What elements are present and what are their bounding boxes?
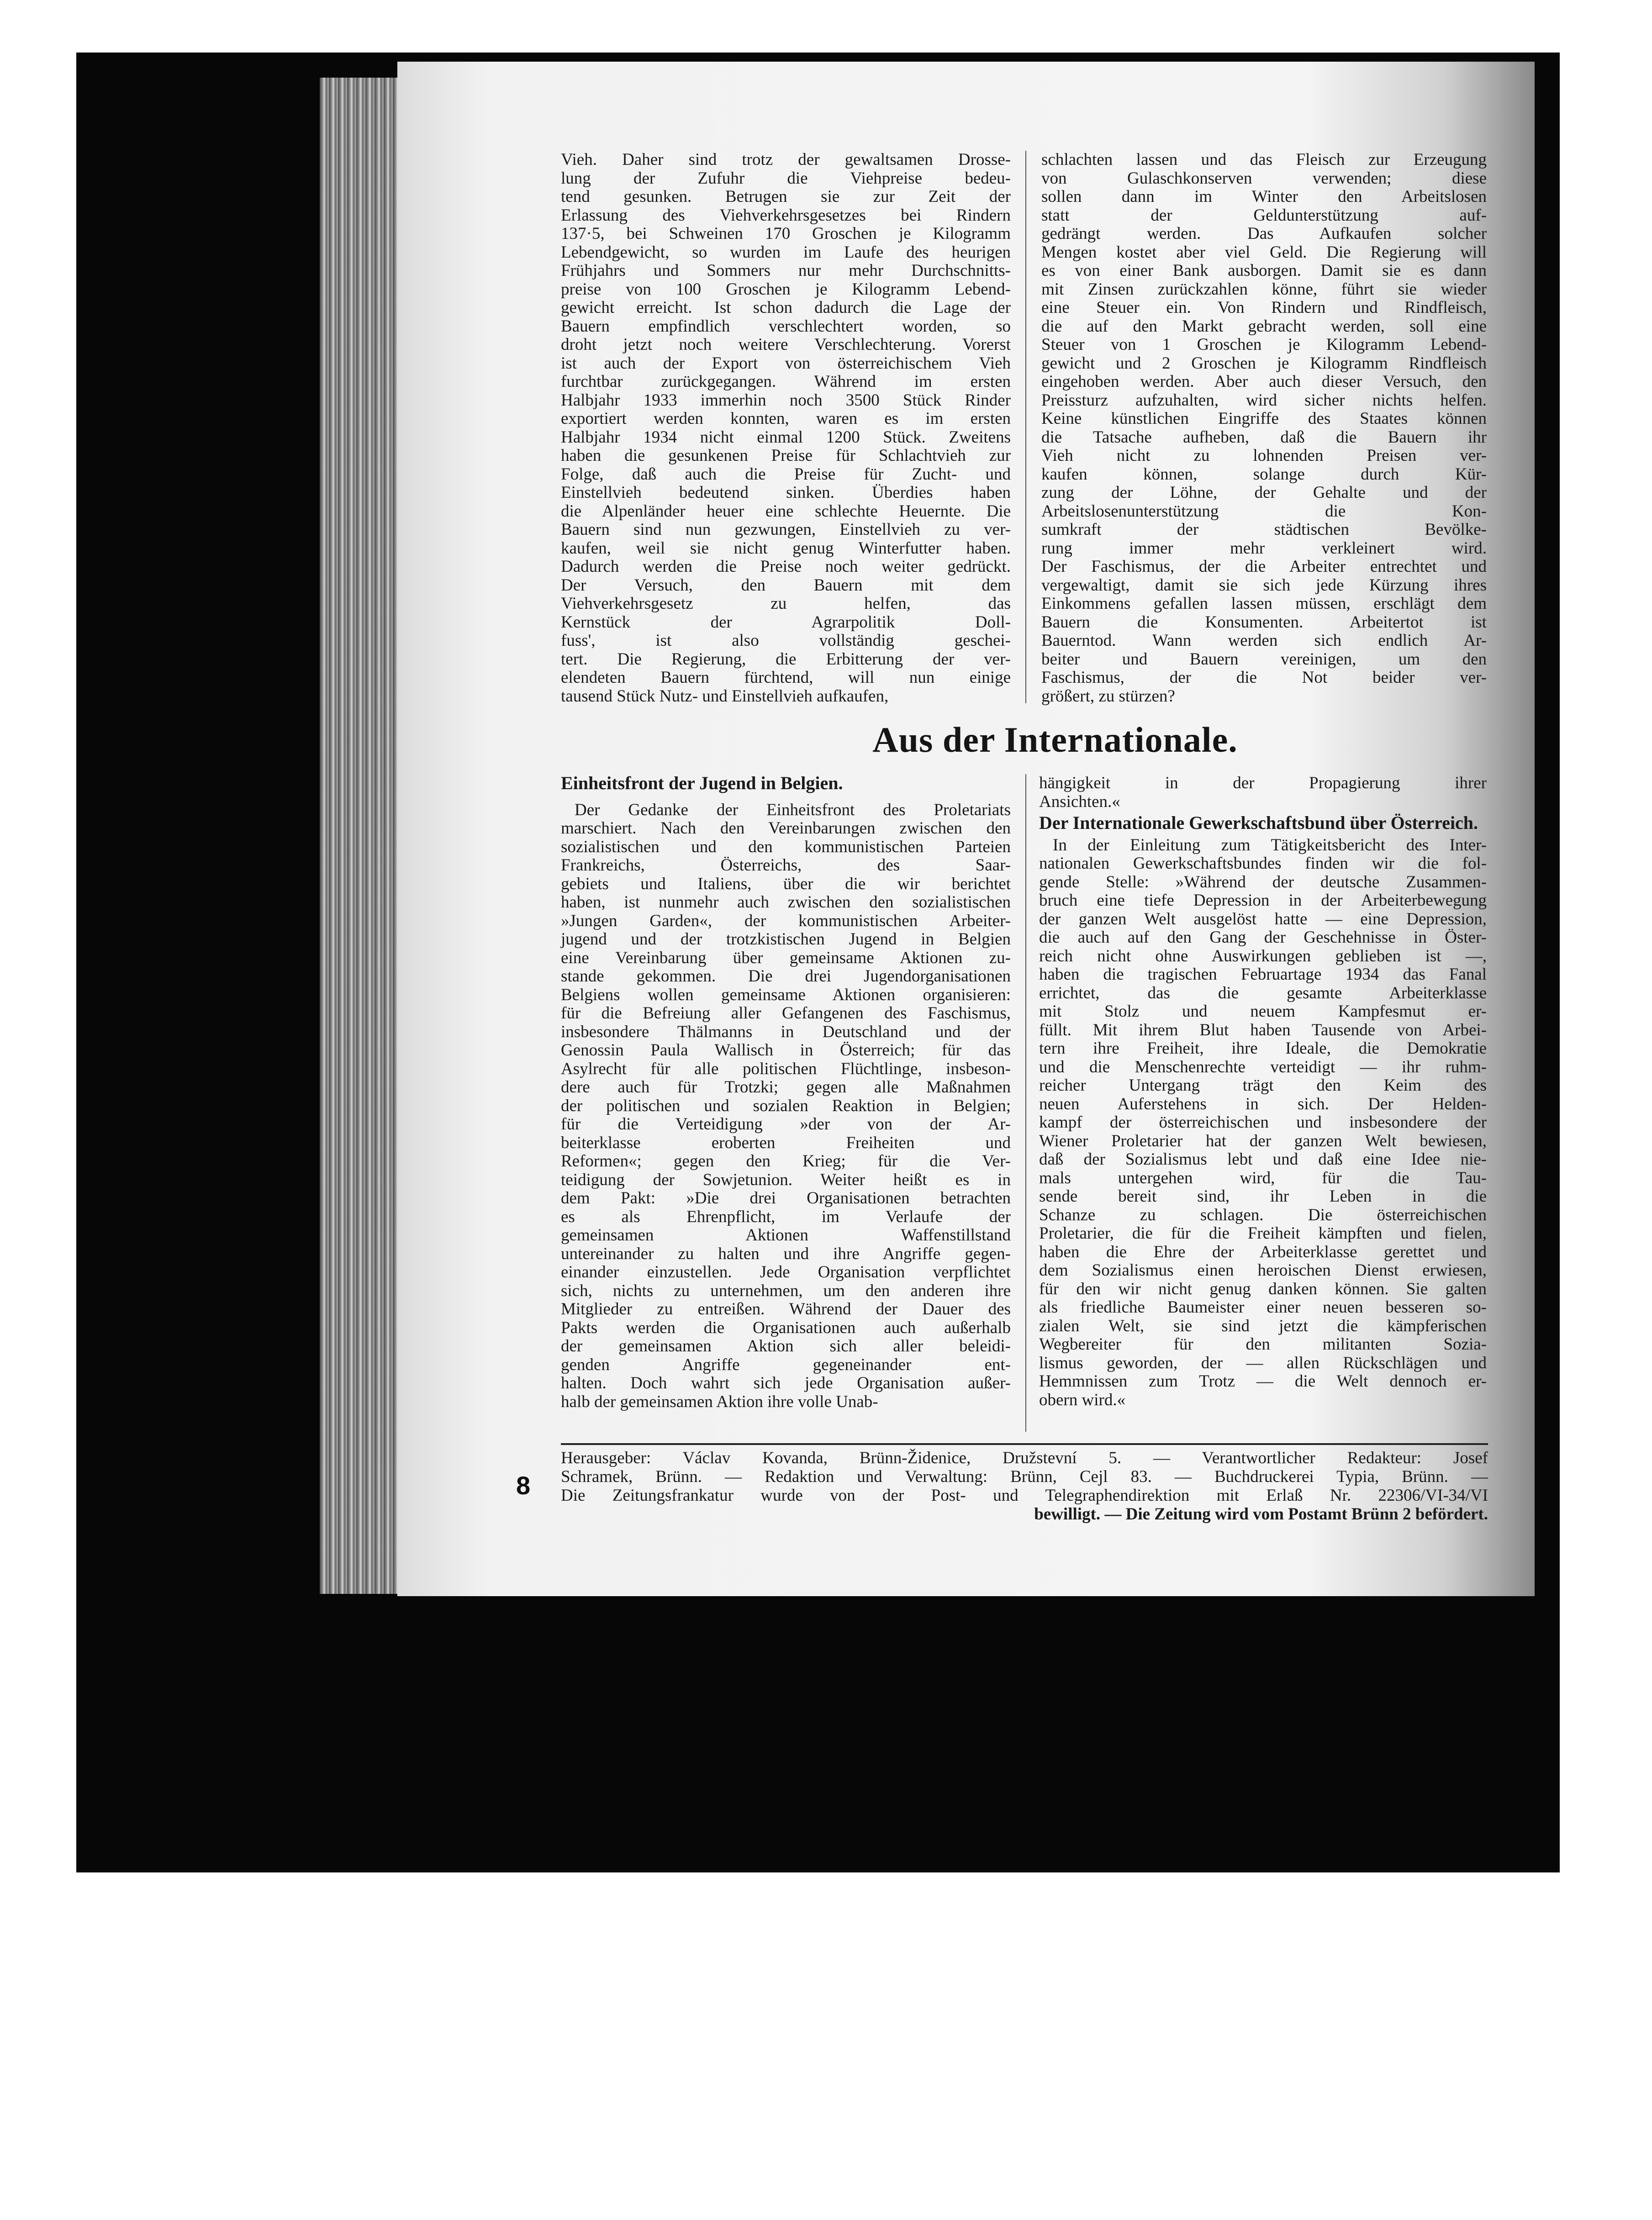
text-line: dem Sozialismus einen heroischen Dienst erwiesen, (1039, 1261, 1487, 1280)
text-line: sozialistischen und den kommunistischen Parteien (561, 837, 1011, 856)
text-line: Lebendgewicht, so wurden im Laufe des heurigen (561, 243, 1011, 262)
text-line: kaufen können, solange durch Kür- (1041, 464, 1487, 484)
text-line: Keine künstlichen Eingriffe des Staates können (1041, 409, 1487, 428)
article-belgien-heading: Einheitsfront der Jugend in Belgien. (561, 773, 843, 793)
text-line: nationalen Gewerkschaftsbundes finden wir die fol- (1039, 854, 1487, 873)
text-line: gebiets und Italiens, über die wir berichtet (561, 874, 1011, 893)
text-line: zung der Löhne, der Gehalte und der (1041, 483, 1487, 502)
text-line: hängigkeit in der Propagierung ihrer (1039, 774, 1487, 792)
article-gewerkschaftsbund-body (1039, 836, 1487, 1410)
text-line: Halbjahr 1933 immerhin noch 3500 Stück Rinder (561, 390, 1011, 410)
column-divider-bottom (1025, 774, 1026, 1432)
text-line: Steuer von 1 Groschen je Kilogramm Lebend- (1041, 335, 1487, 354)
text-line: Folge, daß auch die Preise für Zucht- und (561, 464, 1011, 484)
text-line: größert, zu stürzen? (1041, 686, 1175, 706)
text-line: marschiert. Nach den Vereinbarungen zwischen den (561, 819, 1011, 838)
article-belgien-body (561, 801, 1011, 1412)
text-line: exportiert werden konnten, waren es im ersten (561, 409, 1011, 428)
text-line: mit Zinsen zurückzahlen könne, führt sie wieder (1041, 279, 1487, 299)
text-line: bruch eine tiefe Depression in der Arbeiterbewegung (1039, 891, 1487, 910)
text-line: droht jetzt noch weitere Verschlechterung. Vorerst (561, 335, 1011, 354)
text-line: untereinander zu halten und ihre Angriffe gegen- (561, 1244, 1011, 1263)
text-line: der politischen und sozialen Reaktion in Belgien; (561, 1096, 1011, 1115)
column-divider-top (1025, 151, 1026, 703)
text-line: ist auch der Export von österreichischem Vieh (561, 353, 1011, 373)
text-line: Wegbereiter für den militanten Sozia- (1039, 1335, 1487, 1354)
text-line: halb der gemeinsamen Aktion ihre volle Unab- (561, 1392, 878, 1411)
section-title: Aus der Internationale. (872, 720, 1238, 759)
text-line: Mitglieder zu entreißen. Während der Dauer des (561, 1300, 1011, 1318)
text-line: Dadurch werden die Preise noch weiter gedrückt. (561, 557, 1011, 576)
text-line: Frühjahrs und Sommers nur mehr Durchschnitts- (561, 261, 1011, 280)
text-line: furchtbar zurückgegangen. Während im ersten (561, 372, 1011, 391)
text-line: Schanze zu schlagen. Die österreichischen (1039, 1205, 1487, 1224)
text-line: Vieh. Daher sind trotz der gewaltsamen Drosse- (561, 150, 1011, 169)
text-line: gende Stelle: »Während der deutsche Zusammen- (1039, 872, 1487, 891)
text-line: lismus geworden, der — allen Rückschlägen und (1039, 1353, 1487, 1372)
text-line: beiterklasse eroberten Freiheiten und (561, 1133, 1011, 1152)
text-line: Hemmnissen zum Trotz — die Welt dennoch er- (1039, 1372, 1487, 1391)
imprint-footer (561, 1443, 1488, 1524)
text-line: Bauerntod. Wann werden sich endlich Ar- (1041, 631, 1487, 650)
text-line: die auf den Markt gebracht werden, soll eine (1041, 316, 1487, 336)
page-number: 8 (516, 1471, 531, 1500)
text-line: jugend und der trotzkistischen Jugend in Belgien (561, 930, 1011, 949)
text-line: die Tatsache aufheben, daß die Bauern ihr (1041, 427, 1487, 447)
text-line: vergewaltigt, damit sie sich jede Kürzung ihres (1041, 575, 1487, 595)
text-line: Vieh nicht zu lohnenden Preisen ver- (1041, 446, 1487, 465)
text-line: Frankreichs, Österreichs, des Saar- (561, 856, 1011, 875)
text-line: haben die gesunkenen Preise für Schlachtvieh zur (561, 446, 1011, 465)
text-line: Einstellvieh bedeutend sinken. Überdies haben (561, 483, 1011, 502)
text-line: halten. Doch wahrt sich jede Organisation außer- (561, 1374, 1011, 1392)
text-line: 137·5, bei Schweinen 170 Groschen je Kilogramm (561, 224, 1011, 243)
text-line: Halbjahr 1934 nicht einmal 1200 Stück. Zweitens (561, 427, 1011, 447)
text-line: Genossin Paula Wallisch in Österreich; für das (561, 1041, 1011, 1060)
article-continuation-col2 (1041, 151, 1487, 706)
text-line: und die Menschenrechte verteidigt — ihr ruhm- (1039, 1057, 1487, 1076)
text-line: für den wir nicht genug danken können. Sie galten (1039, 1279, 1487, 1298)
text-line: als friedliche Baumeister einer neuen besseren so- (1039, 1298, 1487, 1317)
text-line: tert. Die Regierung, die Erbitterung der ver- (561, 649, 1011, 669)
text-line: einander einzustellen. Jede Organisation verpflichtet (561, 1263, 1011, 1281)
imprint-line-2: Schramek, Brünn. — Redaktion und Verwaltung: Brünn, Cejl 83. — Buchdruckerei Typia, Brünn. — (561, 1467, 1488, 1486)
text-line: Der Faschismus, der die Arbeiter entrechtet und (1041, 557, 1487, 576)
text-line: zialen Welt, sie sind jetzt die kämpferischen (1039, 1316, 1487, 1335)
text-line: Viehverkehrsgesetz zu helfen, das (561, 594, 1011, 613)
text-line: von Gulaschkonserven verwenden; diese (1041, 169, 1487, 188)
article-continuation-col1 (561, 151, 1011, 706)
text-line: füllt. Mit ihrem Blut haben Tausende von Arbei- (1039, 1020, 1487, 1039)
text-line: sich, nichts zu unternehmen, um den anderen ihre (561, 1281, 1011, 1300)
article-gewerkschaftsbund-heading: Der Internationale Gewerkschaftsbund über Österreich. (1039, 812, 1478, 833)
text-line: tend gesunken. Betrugen sie zur Zeit der (561, 187, 1011, 206)
text-line: dem Pakt: »Die drei Organisationen betrachten (561, 1189, 1011, 1208)
text-line: gedrängt werden. Das Aufkaufen solcher (1041, 224, 1487, 243)
text-line: Proletarier, die für die Freiheit kämpften und fielen, (1039, 1224, 1487, 1243)
text-line: Bauern sind nun gezwungen, Einstellvieh zu ver- (561, 520, 1011, 539)
text-line: Faschismus, der die Not beider ver- (1041, 668, 1487, 687)
text-line: Kernstück der Agrarpolitik Doll- (561, 612, 1011, 632)
text-line: errichtet, das die gesamte Arbeiterklasse (1039, 983, 1487, 1002)
text-line: reich nicht ohne Auswirkungen geblieben ist —, (1039, 946, 1487, 965)
text-line: stande gekommen. Die drei Jugendorganisationen (561, 967, 1011, 986)
text-line: Bauern die Konsumenten. Arbeitertot ist (1041, 612, 1487, 632)
text-line: obern wird.« (1039, 1390, 1126, 1409)
text-line: eingehoben werden. Aber auch dieser Versuch, den (1041, 372, 1487, 391)
text-line: Der Versuch, den Bauern mit dem (561, 575, 1011, 595)
text-line: Reformen«; gegen den Krieg; für die Ver- (561, 1152, 1011, 1171)
text-line: schlachten lassen und das Fleisch zur Erzeugung (1041, 150, 1487, 169)
imprint-line-4: bewilligt. — Die Zeitung wird vom Postamt Brünn 2 befördert. (1034, 1505, 1488, 1524)
text-line: preise von 100 Groschen je Kilogramm Lebend- (561, 279, 1011, 299)
text-line: Arbeitslosenunterstützung die Kon- (1041, 501, 1487, 521)
text-line: Wiener Proletarier hat der ganzen Welt bewiesen, (1039, 1131, 1487, 1150)
text-line: der gemeinsamen Aktion sich aller beleidi- (561, 1337, 1011, 1355)
text-line: »Jungen Garden«, der kommunistischen Arbeiter- (561, 911, 1011, 930)
text-line: Einkommens gefallen lassen müssen, erschlägt dem (1041, 594, 1487, 613)
text-line: für die Befreiung aller Gefangenen des Faschismus, (561, 1004, 1011, 1023)
text-line: kaufen, weil sie nicht genug Winterfutter haben. (561, 538, 1011, 558)
book-page-edges (320, 78, 397, 1594)
text-line: dere auch für Trotzki; gegen alle Maßnahmen (561, 1078, 1011, 1097)
text-line: gewicht erreicht. Ist schon dadurch die Lage der (561, 298, 1011, 317)
text-line: sollen dann im Winter den Arbeitslosen (1041, 187, 1487, 206)
text-line: Pakts werden die Organisationen auch außerhalb (561, 1318, 1011, 1337)
text-line: daß der Sozialismus lebt und daß eine Idee nie- (1039, 1150, 1487, 1169)
text-line: gewicht und 2 Groschen je Kilogramm Rindfleisch (1041, 353, 1487, 373)
text-line: haben, ist nunmehr auch zwischen den sozialistischen (561, 893, 1011, 912)
text-line: sende bereit sind, ihr Leben in die (1039, 1187, 1487, 1206)
text-line: mals untergehen wird, für die Tau- (1039, 1168, 1487, 1187)
text-line: teidigung der Sowjetunion. Weiter heißt es in (561, 1170, 1011, 1189)
imprint-line-3: Die Zeitungsfrankatur wurde von der Post- und Telegraphendirektion mit Erlaß Nr. 22306/VI-34/VI (561, 1486, 1488, 1505)
text-line: die Alpenländer heuer eine schlechte Heuernte. Die (561, 501, 1011, 521)
text-line: haben die tragischen Februartage 1934 das Fanal (1039, 965, 1487, 984)
text-line: Preissturz aufzuhalten, wird sicher nichts helfen. (1041, 390, 1487, 410)
text-line: es als Ehrenpflicht, im Verlaufe der (561, 1207, 1011, 1226)
text-line: lung der Zufuhr die Viehpreise bedeu- (561, 169, 1011, 188)
text-line: für die Verteidigung »der von der Ar- (561, 1115, 1011, 1134)
text-line: elendeten Bauern fürchtend, will nun einige (561, 668, 1011, 687)
text-line: tausend Stück Nutz- und Einstellvieh aufkaufen, (561, 686, 889, 706)
text-line: der ganzen Welt ausgelöst hatte — eine Depression, (1039, 909, 1487, 928)
text-line: eine Vereinbarung über gemeinsame Aktionen zu- (561, 948, 1011, 967)
text-line: fuss', ist also vollständig geschei- (561, 631, 1011, 650)
text-line: Erlassung des Viehverkehrsgesetzes bei Rindern (561, 206, 1011, 225)
text-line: statt der Geldunterstützung auf- (1041, 206, 1487, 225)
text-line: eine Steuer ein. Von Rindern und Rindfleisch, (1041, 298, 1487, 317)
text-line: Mengen kostet aber viel Geld. Die Regierung will (1041, 243, 1487, 262)
text-line: insbesondere Thälmanns in Deutschland und der (561, 1022, 1011, 1041)
text-line: gemeinsamen Aktionen Waffenstillstand (561, 1226, 1011, 1244)
imprint-line-1: Herausgeber: Václav Kovanda, Brünn-Židenice, Družstevní 5. — Verantwortlicher Redakteur: Josef (561, 1449, 1488, 1467)
text-line: Der Gedanke der Einheitsfront des Proletariats (575, 800, 1011, 819)
text-line: Belgiens wollen gemeinsame Aktionen organisieren: (561, 985, 1011, 1004)
text-line: haben die Ehre der Arbeiterklasse gerettet und (1039, 1242, 1487, 1261)
text-line: Asylrecht für alle politischen Flüchtlinge, insbeson- (561, 1059, 1011, 1078)
text-line: genden Angriffe gegeneinander ent- (561, 1355, 1011, 1374)
text-line: reicher Untergang trägt den Keim des (1039, 1076, 1487, 1095)
text-line: In der Einleitung zum Tätigkeitsbericht des Inter- (1053, 835, 1487, 854)
text-line: mit Stolz und neuem Kampfesmut er- (1039, 1002, 1487, 1021)
article-gewerkschaftsbund (1039, 774, 1487, 1409)
text-line: neuen Auferstehens in sich. Der Helden- (1039, 1094, 1487, 1113)
text-line: tern ihre Freiheit, ihre Ideale, die Demokratie (1039, 1039, 1487, 1058)
text-line: rung immer mehr verkleinert wird. (1041, 538, 1487, 558)
text-line: es von einer Bank ausborgen. Damit sie es dann (1041, 261, 1487, 280)
text-line: die auch auf den Gang der Geschehnisse in Öster- (1039, 928, 1487, 947)
text-line: beiter und Bauern vereinigen, um den (1041, 649, 1487, 669)
text-line: Bauern empfindlich verschlechtert worden, so (561, 316, 1011, 336)
text-line: kampf der österreichischen und insbesondere der (1039, 1113, 1487, 1132)
article-belgien-continuation (1039, 774, 1487, 811)
text-line: sumkraft der städtischen Bevölke- (1041, 520, 1487, 539)
article-belgien (561, 774, 1011, 1411)
text-line: Ansichten.« (1039, 792, 1120, 811)
